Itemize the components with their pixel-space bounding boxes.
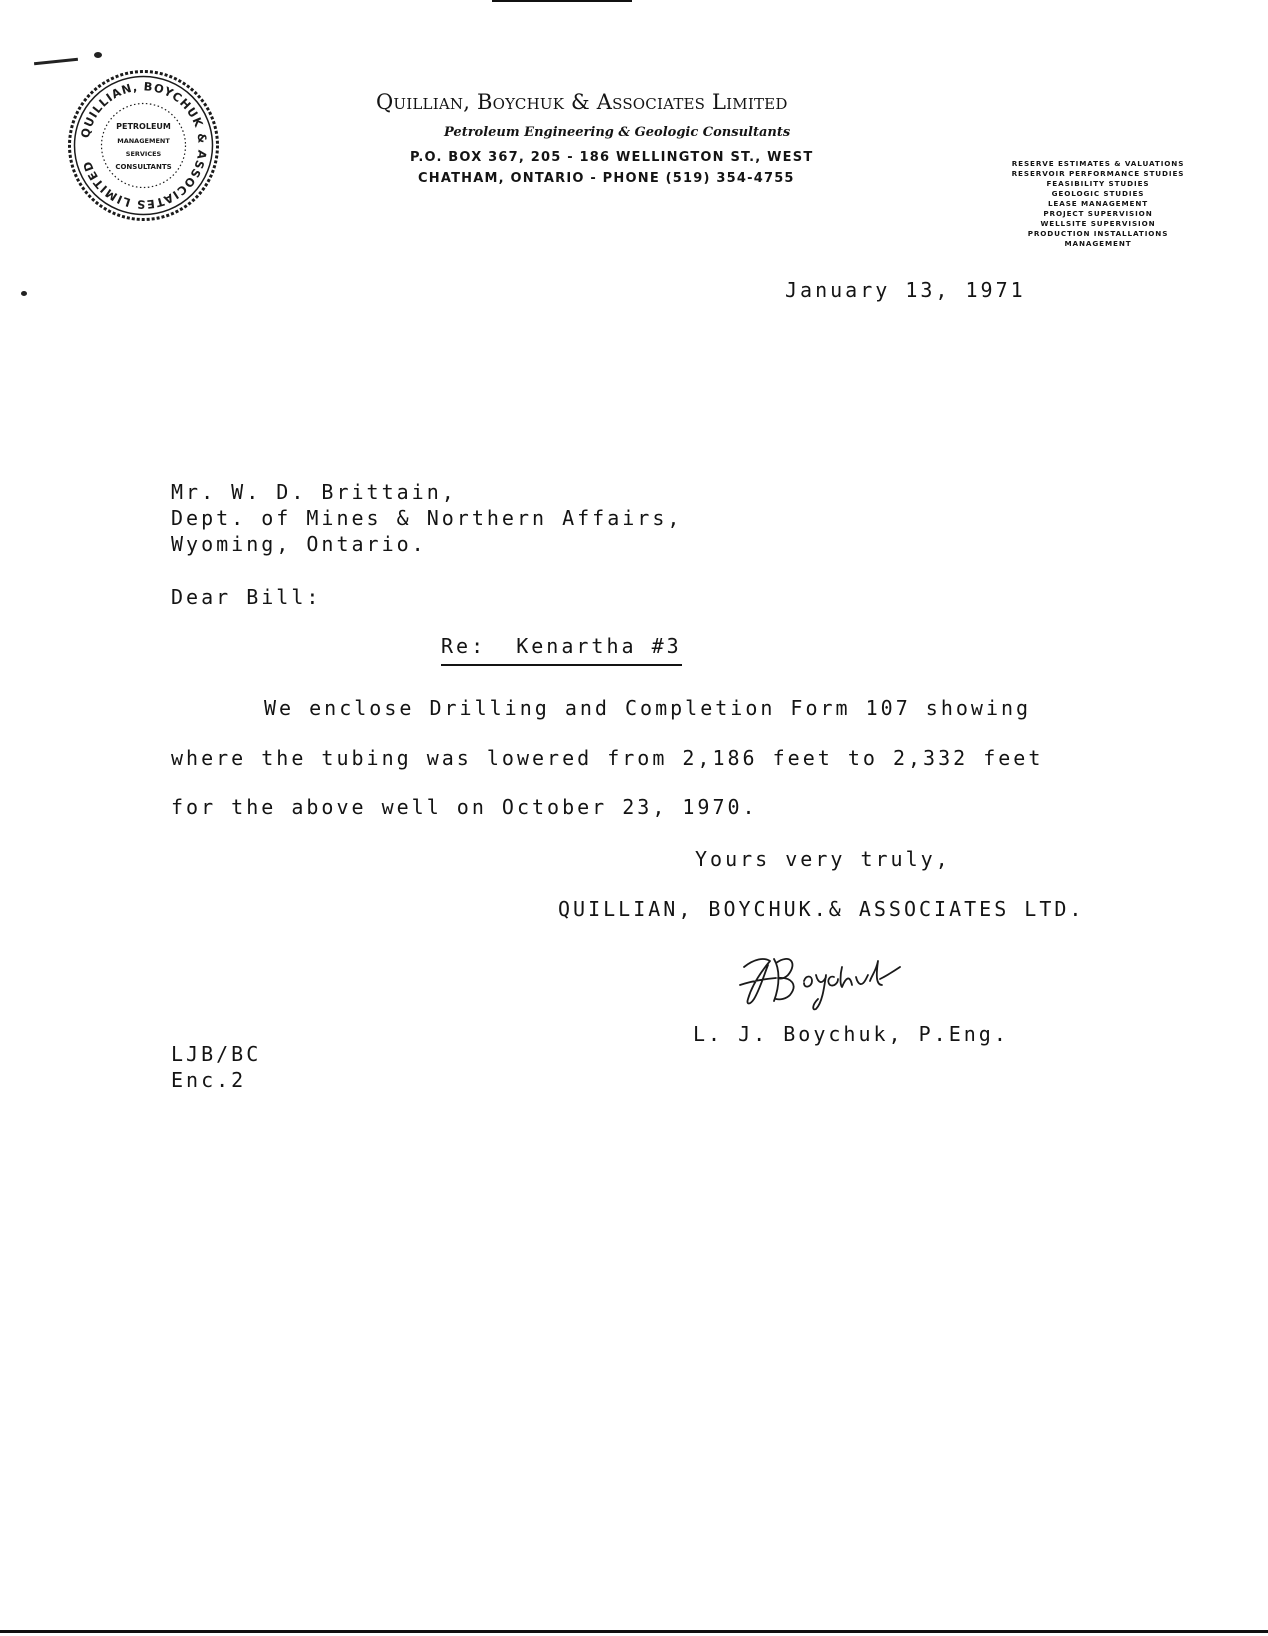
signature-company: QUILLIAN, BOYCHUK.& ASSOCIATES LTD. — [558, 897, 1085, 921]
seal-outer-text: QUILLIAN, BOYCHUK & ASSOCIATES LIMITED — [77, 79, 210, 212]
company-address: P.O. BOX 367, 205 - 186 WELLINGTON ST., WEST — [410, 150, 814, 165]
company-city-phone: CHATHAM, ONTARIO - PHONE (519) 354-4755 — [418, 171, 795, 186]
typist-initials: LJB/BC — [171, 1042, 262, 1066]
services-list — [992, 159, 1204, 249]
enclosure-note: Enc.2 — [171, 1068, 247, 1092]
seal-line-petroleum: PETROLEUM — [116, 122, 171, 131]
seal-line-services: SERVICES — [125, 150, 162, 158]
services-list-item: FEASIBILITY STUDIES — [1046, 179, 1150, 188]
recipient-location: Wyoming, Ontario. — [171, 532, 427, 556]
scan-top-rule — [492, 0, 632, 2]
body-text-line: where the tubing was lowered from 2,186 feet to 2,332 feet — [171, 746, 1044, 770]
services-list-item: WELLSITE SUPERVISION — [1040, 219, 1156, 228]
body-text-line: for the above well on October 23, 1970. — [171, 795, 758, 819]
letter-date: January 13, 1971 — [785, 278, 1026, 302]
seal-line-consultants: CONSULTANTS — [115, 163, 172, 171]
recipient-name: Mr. W. D. Brittain, — [171, 480, 457, 504]
recipient-department: Dept. of Mines & Northern Affairs, — [171, 506, 683, 530]
salutation: Dear Bill: — [171, 585, 322, 609]
services-list-item: RESERVOIR PERFORMANCE STUDIES — [1011, 169, 1185, 178]
body-text-line: We enclose Drilling and Completion Form 107 showing — [264, 696, 1032, 720]
svg-text:QUILLIAN, BOYCHUK & ASSOCIATES — [78, 79, 210, 211]
company-tagline: Petroleum Engineering & Geologic Consultants — [444, 125, 791, 140]
handwritten-signature — [730, 945, 920, 1015]
services-list-item: RESERVE ESTIMATES & VALUATIONS — [1011, 159, 1185, 168]
scan-mark — [34, 58, 78, 66]
services-list-item: GEOLOGIC STUDIES — [1051, 189, 1145, 198]
company-seal-logo — [66, 68, 221, 223]
scan-bottom-rule — [0, 1630, 1268, 1633]
closing: Yours very truly, — [695, 847, 951, 871]
seal-line-management: MANAGEMENT — [117, 137, 170, 145]
subject-line: Re: Kenartha #3 — [441, 634, 682, 666]
scan-mark — [94, 52, 102, 58]
scan-mark — [21, 291, 27, 296]
signer-name: L. J. Boychuk, P.Eng. — [693, 1022, 1009, 1046]
services-list-item: PRODUCTION INSTALLATIONS — [1027, 229, 1169, 238]
services-list-item: MANAGEMENT — [1064, 239, 1132, 248]
services-list-item: LEASE MANAGEMENT — [1047, 199, 1149, 208]
company-name: Quillian, Boychuk & Associates Limited — [376, 90, 788, 114]
services-list-item: PROJECT SUPERVISION — [1043, 209, 1153, 218]
